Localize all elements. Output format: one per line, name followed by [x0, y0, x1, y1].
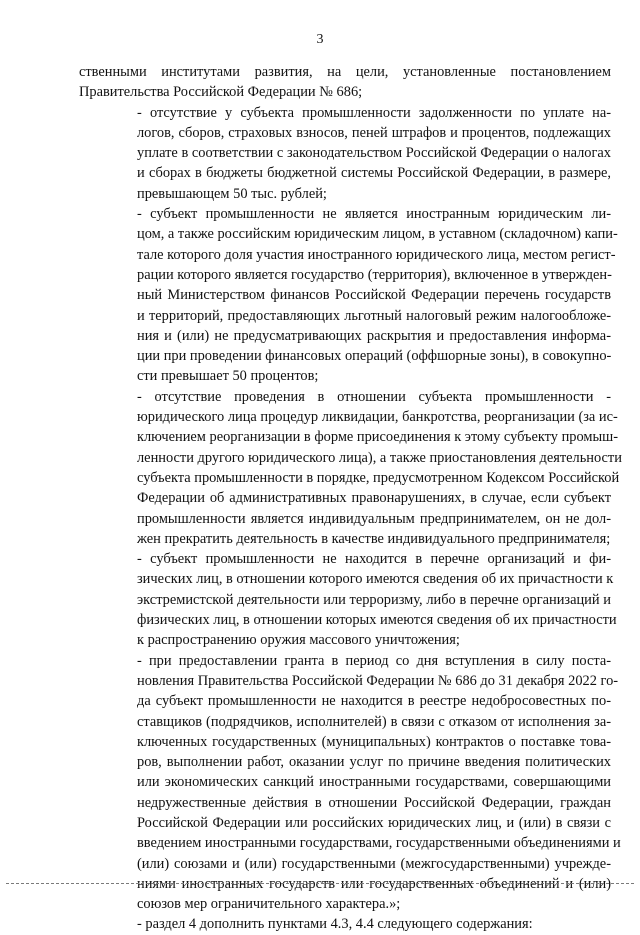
text-line: сти превышает 50 процентов; [137, 368, 319, 385]
text-line: зических лиц, в отношении которого имеются сведения об их причастности к [137, 571, 614, 588]
text-line: физических лиц, в отношении которых имеются сведения об их причастности [137, 612, 617, 629]
text-line: введением иностранными государствами, государственными объединениями и [137, 835, 621, 852]
text-line: юридического лица процедур ликвидации, банкротства, реорганизации (за ис- [137, 409, 618, 426]
text-line: тале которого доля участия иностранного юридического лица, местом регист- [137, 246, 616, 263]
paragraph [79, 103, 611, 204]
page-bottom-divider [6, 883, 634, 884]
text-line: Правительства Российской Федерации № 686; [79, 84, 363, 101]
text-line: к распространению оружия массового уничтожения; [137, 632, 460, 649]
text-line: ния и (или) не предусматривающих раскрытия и предоставления информа- [137, 327, 611, 344]
text-line: новления Правительства Российской Федерации № 686 до 31 декабря 2022 го- [137, 672, 619, 689]
text-line: - при предоставлении гранта в период со дня вступления в силу поста- [137, 652, 611, 669]
text-line: промышленности является индивидуальным предпринимателем, он не дол- [137, 510, 611, 527]
text-line: ров, выполнении работ, оказании услуг по причине введения политических [137, 754, 611, 771]
paragraph [79, 914, 611, 934]
text-line: Российской Федерации или российских юридических лиц, и (или) в связи с [137, 814, 611, 831]
text-line: ключением реорганизации в форме присоединения к этому субъекту промыш- [137, 429, 619, 446]
text-line: субъекта промышленности в порядке, предусмотренном Кодексом Российской [137, 469, 620, 486]
text-line: союзов мер ограничительного характера.»; [137, 896, 401, 913]
document-body [79, 62, 622, 935]
text-line: да субъект промышленности не находится в реестре недобросовестных по- [137, 693, 611, 710]
text-line: - раздел 4 дополнить пунктами 4.3, 4.4 следующего содержания: [137, 916, 533, 933]
text-line: ключенных государственных (муниципальных) контрактов о поставке това- [137, 733, 611, 750]
text-line: ственными институтами развития, на цели, установленные постановлением [79, 64, 611, 80]
paragraph [79, 549, 617, 650]
paragraph [79, 62, 611, 103]
text-line: превышающем 50 тыс. рублей; [137, 185, 327, 202]
text-line: ниями иностранных государств или государственных объединений и (или) [137, 875, 611, 892]
text-line: экстремистской деятельности или терроризму, либо в перечне организаций и [137, 591, 611, 608]
text-line: и сборах в бюджеты бюджетной системы Российской Федерации, в размере, [137, 165, 611, 182]
paragraph [79, 651, 621, 915]
text-line: ции при проведении финансовых операций (оффшорные зоны), в совокупно- [137, 348, 612, 365]
text-line: ный Министерством финансов Российской Федерации перечень государств [137, 287, 611, 304]
text-line: рации которого является государство (территория), включенное в утвержден- [137, 266, 612, 283]
text-line: - отсутствие у субъекта промышленности задолженности по уплате на- [137, 104, 611, 121]
text-line: Федерации об административных правонарушениях, в случае, если субъект [137, 490, 611, 507]
text-line: и территорий, предоставляющих льготный налоговый режим налогообложе- [137, 307, 611, 324]
text-line: - субъект промышленности не находится в перечне организаций и фи- [137, 551, 611, 568]
paragraph [79, 204, 618, 387]
text-line: ставщиков (подрядчиков, исполнителей) в связи с отказом от исполнения за- [137, 713, 611, 730]
text-line: недружественные действия в отношении Российской Федерации, граждан [137, 794, 611, 811]
text-line: (или) союзами и (или) государственными (межгосударственными) учрежде- [137, 855, 611, 872]
text-line: ленности другого юридического лица), а также приостановления деятельности [137, 449, 622, 466]
text-line: цом, а также российским юридическим лицом, в уставном (складочном) капи- [137, 226, 618, 243]
text-line: уплате в соответствии с законодательством Российской Федерации о налогах [137, 145, 611, 162]
text-line: - субъект промышленности не является иностранным юридическим ли- [137, 206, 611, 223]
text-line: или экономических санкций иностранными государствами, совершающими [137, 774, 611, 791]
text-line: - отсутствие проведения в отношении субъекта промышленности - [137, 388, 611, 405]
paragraph [79, 387, 622, 549]
page-number: 3 [316, 32, 324, 47]
text-line: логов, сборов, страховых взносов, пеней штрафов и процентов, подлежащих [137, 124, 611, 141]
text-line: жен прекратить деятельность в качестве индивидуального предпринимателя; [137, 530, 611, 547]
